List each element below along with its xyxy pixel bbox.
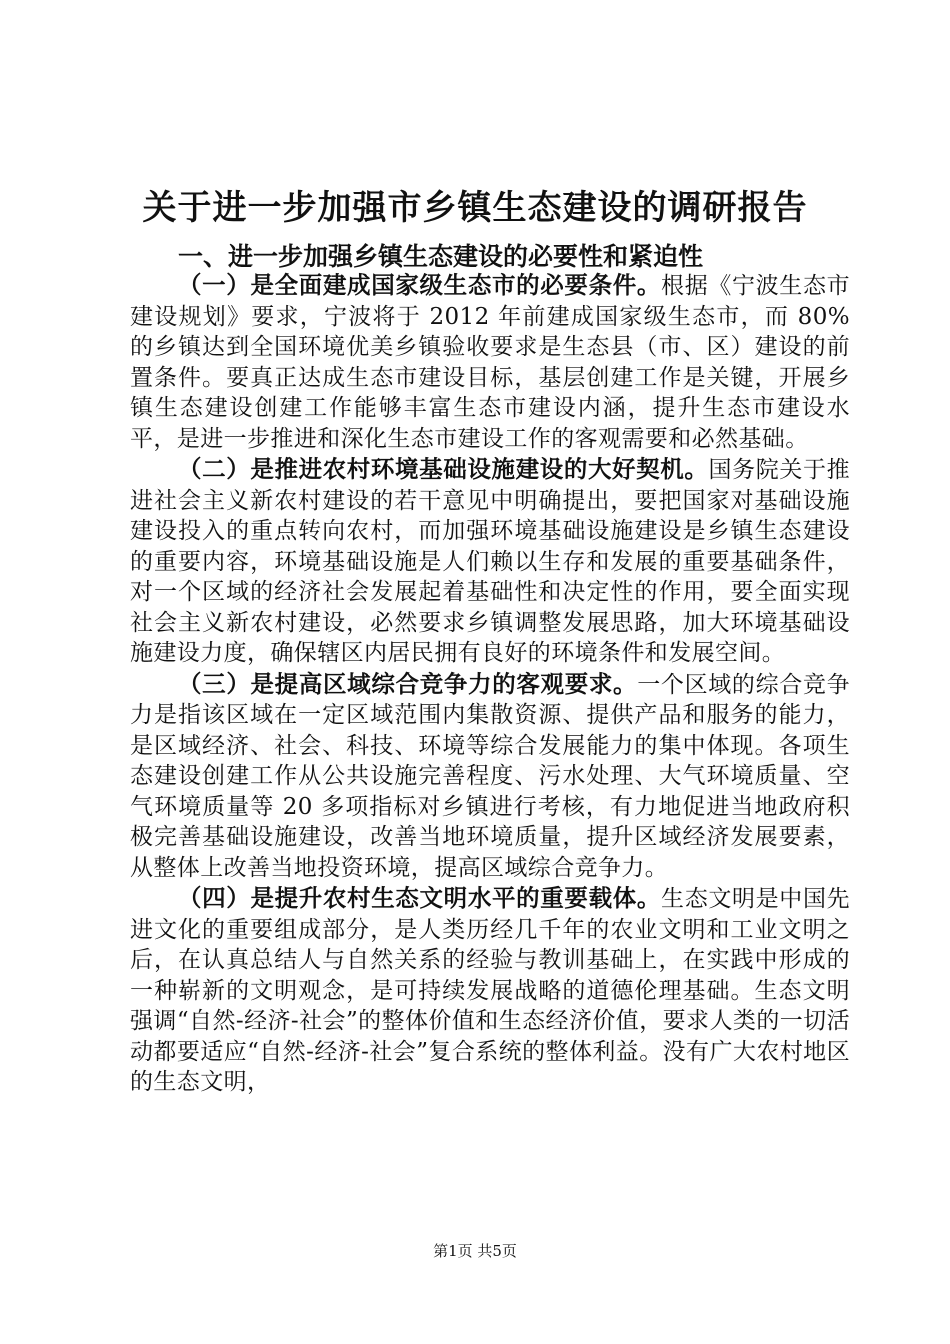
paragraph-1-lead: （一）是全面建成国家级生态市的必要条件。 bbox=[178, 271, 662, 299]
paragraph-2 bbox=[130, 454, 850, 669]
paragraph-3-text: 一个区域的综合竞争力是指该区域在一定区域范围内集散资源、提供产品和服务的能力，是区域经济、社会、科技、环境等综合发展能力的集中体现。各项生态建设创建工作从公共设施完善程度、污水处理、大气环境质量、空气环境质量等 20 多项指标对乡镇进行考核，有力地促进当地政府积极完善基础设施建设，改善当地环境质量，提升区域经济发展要素，从整体上改善当地投资环境，提高区域综合竞争力。 bbox=[130, 671, 850, 881]
paragraph-2-text: 国务院关于推进社会主义新农村建设的若干意见中明确提出，要把国家对基础设施建设投入的重点转向农村，而加强环境基础设施建设是乡镇生态建设的重要内容，环境基础设施是人们赖以生存和发展的重要基础条件，对一个区域的经济社会发展起着基础性和决定性的作用，要全面实现社会主义新农村建设，必然要求乡镇调整发展思路，加大环境基础设施建设力度，确保辖区内居民拥有良好的环境条件和发展空间。 bbox=[130, 457, 850, 666]
paragraph-3 bbox=[130, 669, 850, 884]
paragraph-3-lead: （三）是提高区域综合竞争力的客观要求。 bbox=[178, 669, 638, 698]
paragraph-4-lead: （四）是提升农村生态文明水平的重要载体。 bbox=[178, 884, 662, 912]
page-number-footer: 第1页 共5页 bbox=[433, 1242, 517, 1260]
paragraph-1-text: 根据《宁波生态市建设规划》要求，宁波将于 2012 年前建成国家级生态市，而 80%的乡镇达到全国环境优美乡镇验收要求是生态县（市、区）建设的前置条件。要真正达成生态市建设目标，基层创建工作是关键，开展乡镇生态建设创建工作能够丰富生态市建设内涵，提升生态市建设水平，是进一步推进和深化生态市建设工作的客观需要和必然基础。 bbox=[130, 273, 851, 452]
paragraph-4-text: 生态文明是中国先进文化的重要组成部分，是人类历经几千年的农业文明和工业文明之后，在认真总结人与自然关系的经验与教训基础上，在实践中形成的一种崭新的文明观念，是可持续发展战略的道德伦理基础。生态文明强调“自然-经济-社会”的整体价值和生态经济价值，要求人类的一切活动都要适应“自然-经济-社会”复合系统的整体利益。没有广大农村地区的生态文明， bbox=[130, 886, 851, 1095]
page-title: 关于进一步加强市乡镇生态建设的调研报告 bbox=[142, 188, 808, 228]
paragraph-1 bbox=[130, 270, 850, 454]
document-body bbox=[130, 270, 850, 1098]
paragraph-2-lead: （二）是推进农村环境基础设施建设的大好契机。 bbox=[178, 455, 709, 483]
section-heading: 一、进一步加强乡镇生态建设的必要性和紧迫性 bbox=[178, 242, 704, 271]
paragraph-4 bbox=[130, 883, 850, 1098]
